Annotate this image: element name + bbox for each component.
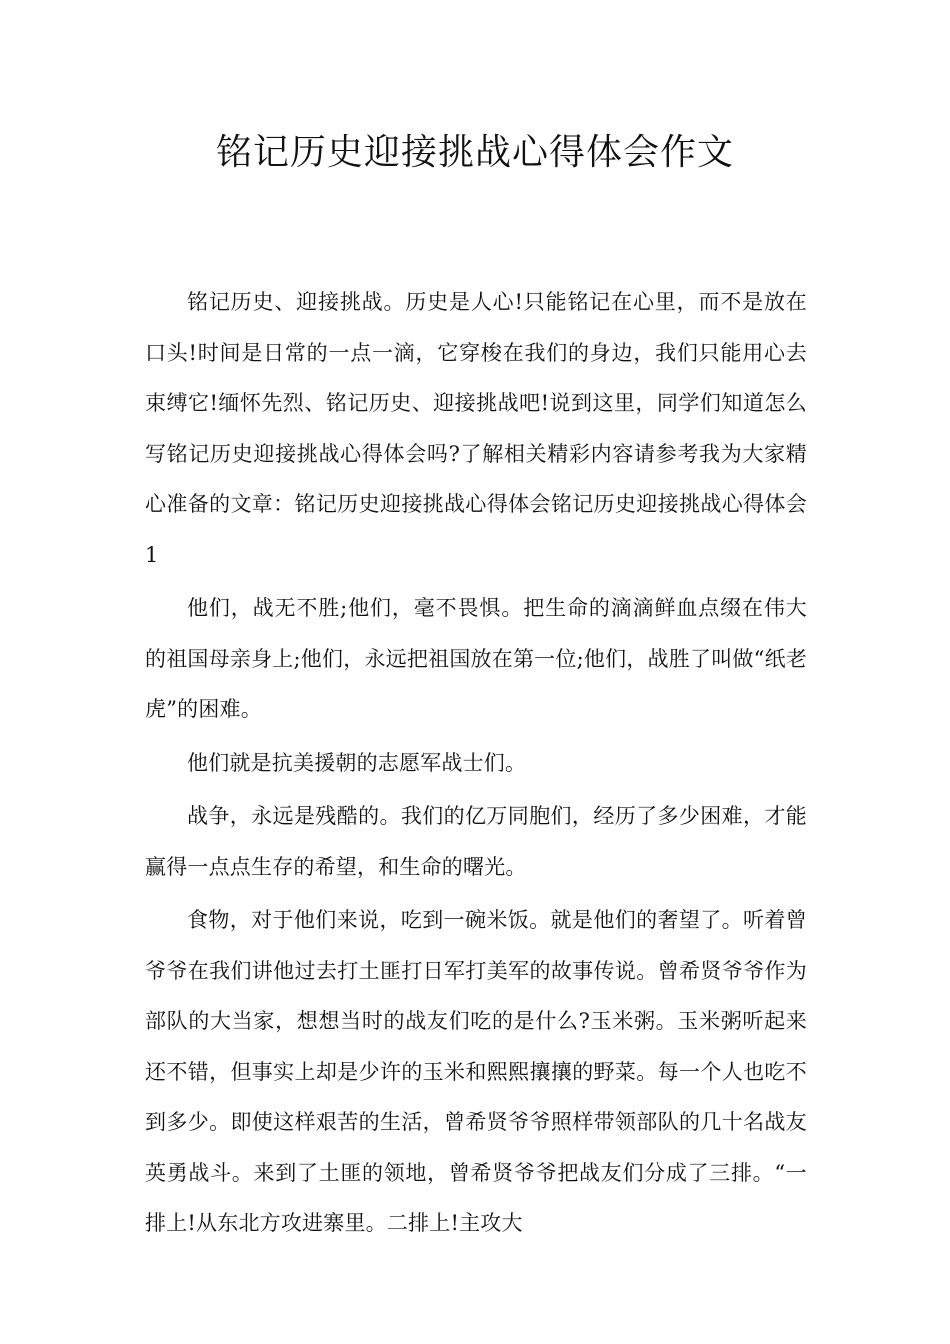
paragraph: 铭记历史、迎接挑战。历史是人心!只能铭记在心里，而不是放在口头!时间是日常的一点一滴，它穿梭在我们的身边，我们只能用心去束缚它!缅怀先烈、铭记历史、迎接挑战吧!说到这里，同学们知道怎么写铭记历史迎接挑战心得体会吗?了解相关精彩内容请参考我为大家精心准备的文章：铭记历史迎接挑战心得体会铭记历史迎接挑战心得体会1	[145, 290, 807, 567]
document-title: 铭记历史迎接挑战心得体会作文	[215, 132, 734, 173]
document-body	[145, 277, 807, 1277]
paragraph: 他们，战无不胜;他们，毫不畏惧。把生命的滴滴鲜血点缀在伟大的祖国母亲身上;他们，永远把祖国放在第一位;他们，战胜了叫做“纸老虎”的困难。	[145, 596, 807, 721]
paragraph: 战争，永远是残酷的。我们的亿万同胞们，经历了多少困难，才能赢得一点点生存的希望，和生命的曙光。	[145, 804, 807, 879]
paragraph: 食物，对于他们来说，吃到一碗米饭。就是他们的奢望了。听着曾爷爷在我们讲他过去打土匪打日军打美军的故事传说。曾希贤爷爷作为部队的大当家，想想当时的战友们吃的是什么?玉米粥。玉米粥听起来还不错，但事实上却是少许的玉米和熙熙攘攘的野菜。每一个人也吃不到多少。即使这样艰苦的生活，曾希贤爷爷照样带领部队的几十名战友英勇战斗。来到了土匪的领地，曾希贤爷爷把战友们分成了三排。“一排上!从东北方攻进寨里。二排上!主攻大	[145, 908, 807, 1235]
paragraph: 他们就是抗美援朝的志愿军战士们。	[187, 750, 527, 775]
